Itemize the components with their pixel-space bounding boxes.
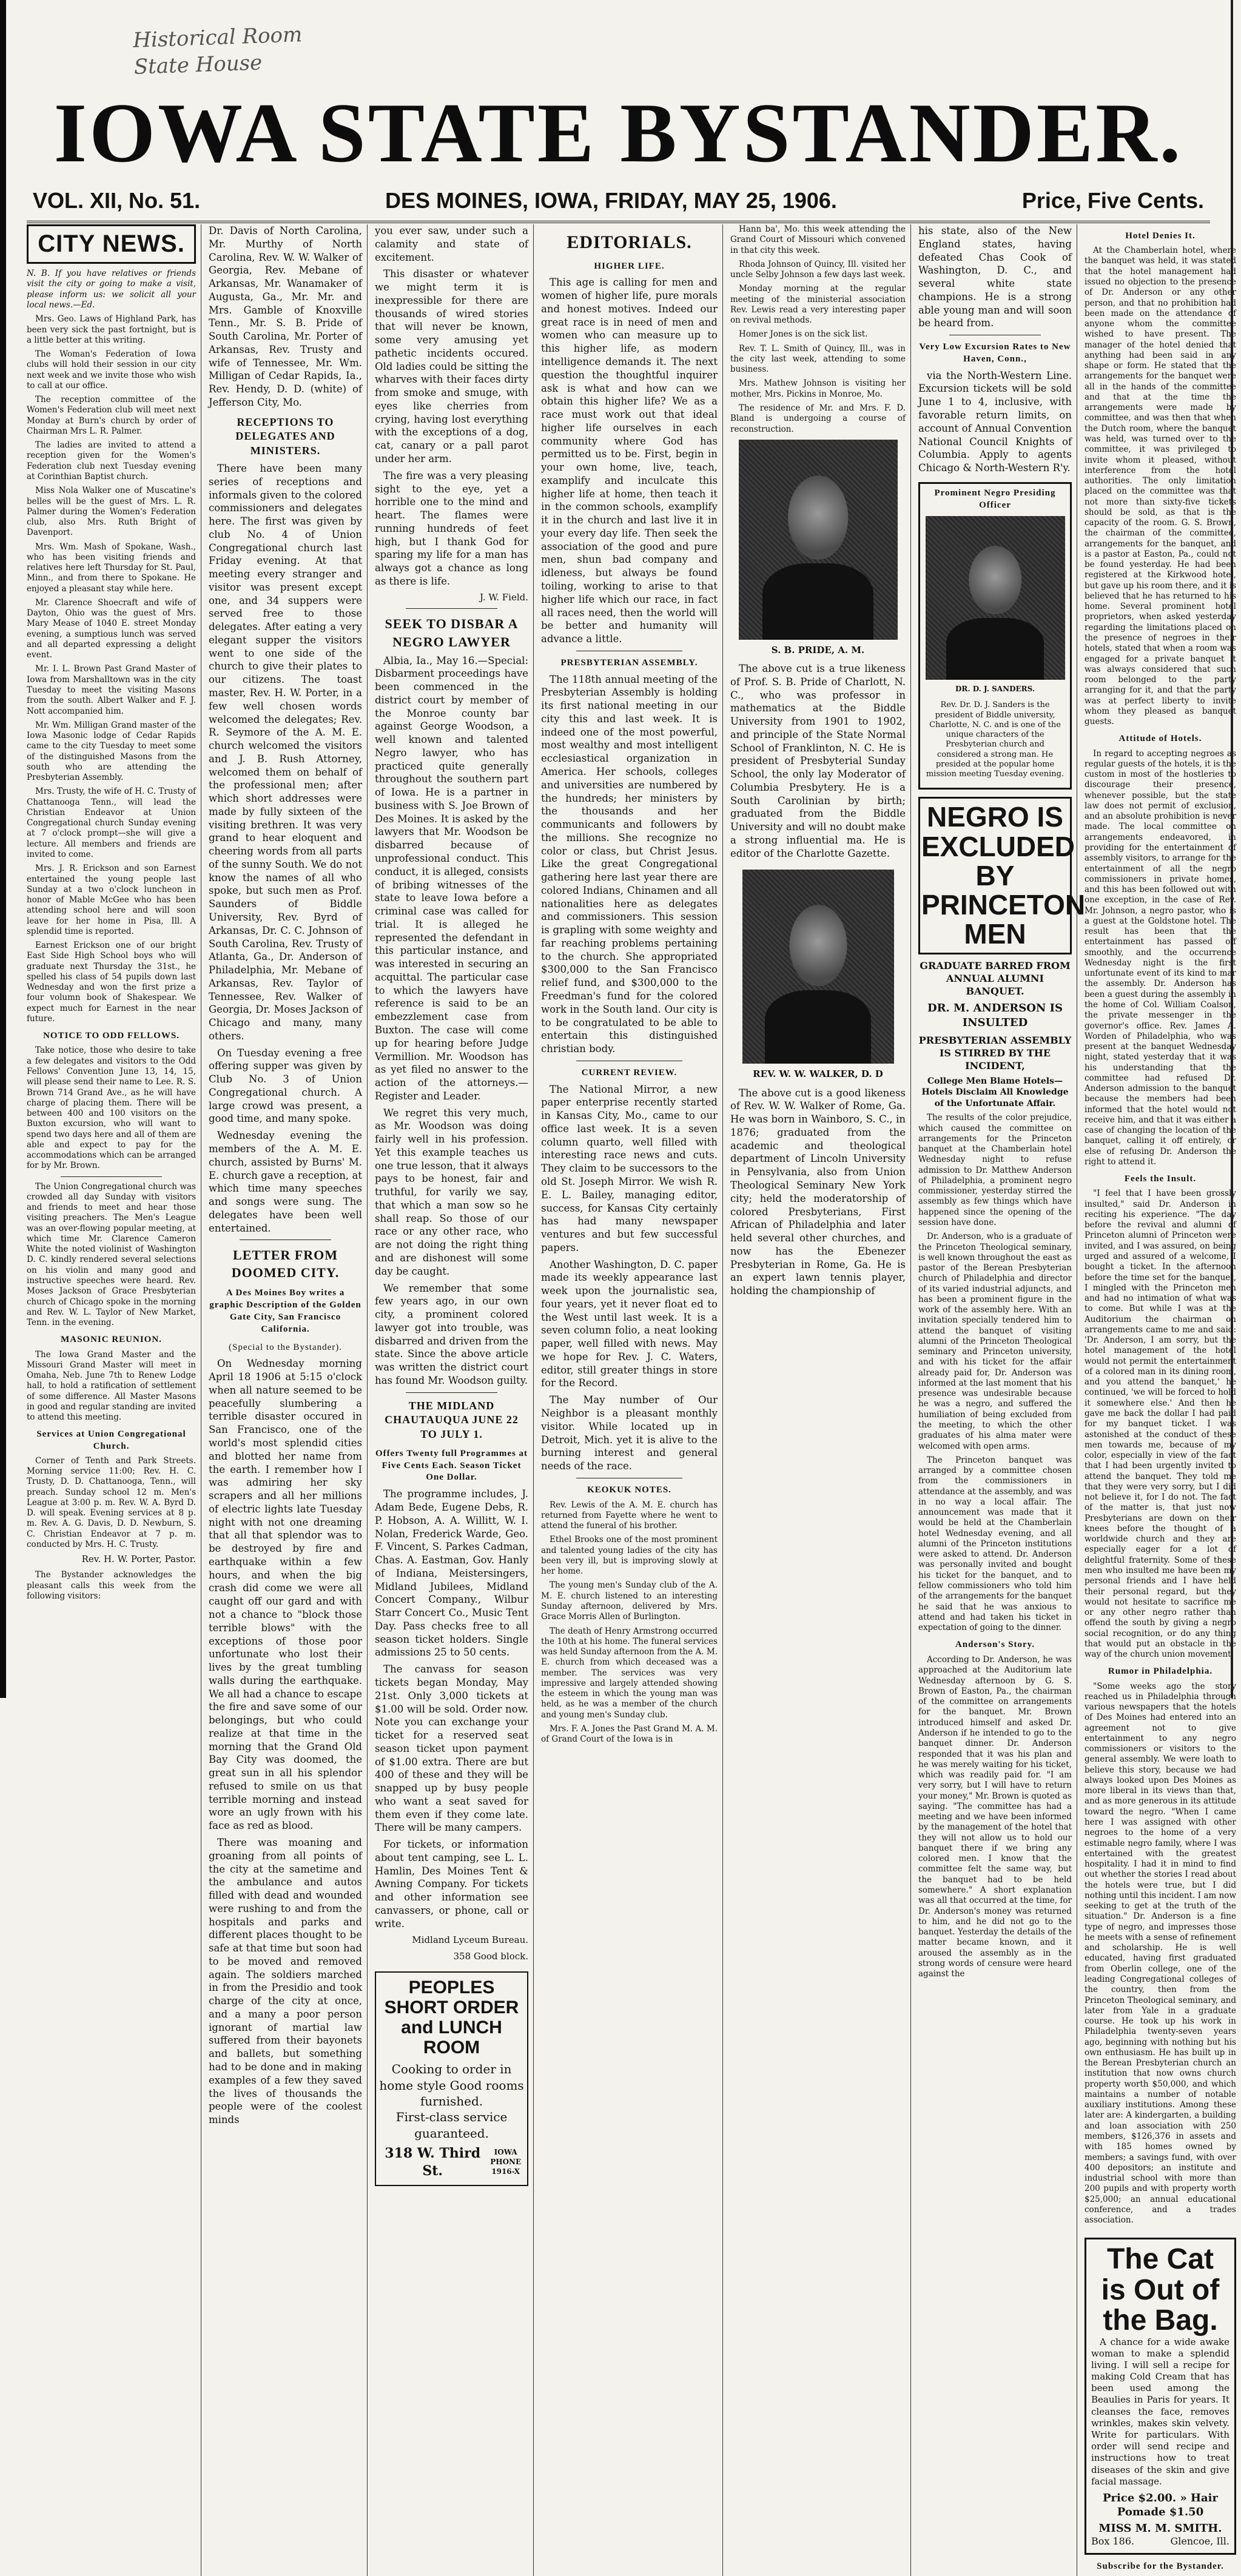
reception-heading: RECEPTIONS TO DELEGATES AND MINISTERS.	[235, 415, 335, 457]
services-text: Corner of Tenth and Park Streets. Morning service 11:00; Rev. H. C. Trusty, D. D. Chattanooga, Tenn., will preach. Sunday school 12 m. Men's League at 3:00 p. m. Rev. W. A. Byrd D. D. will speak. Evening services at 8 p. m. Rev. A. G. Davis, D. D. Newburn, S. C. Christian Endeavor at 7 p. m. conducted by Mrs. H. C. Trusty.	[27, 1455, 196, 1549]
reception-paragraph: There have been many series of receptions and informals given to the colored commissioners and delegates here. The first was given by club No. 4 of Union Congregational church last Friday evening. At that meeting every stranger and visitor was present except one, and 34 suppers were served free to those delegates. After eating a very elegant supper the visitors went to one side of the church to give their plates to our citizens. The toast master, Rev. H. W. Porter, in a few well chosen words welcomed the delegates; Rev. R. Seymore of the A. M. E. church welcomed the visitors and J. B. Rush Attorney, welcomed them on behalf of the professional men; after which short addresses were made by fully sixteen of the visiting brethren. It was very grand to hear eloquent and cheering words from all parts of the sunny South. We do not know the names of all who spoke, but such men as Prof. Saunders of Biddle University, Rev. Byrd of Arkansas, Dr. C. C. Johnson of South Carolina, Rev. Trusty of Atlanta, Ga., Dr. Anderson of Philadelphia, Mr. Mebane of Arkansas, Rev. Taylor of Tennessee, Rev. Walker of Georgia, Dr. Moses Jackson of Chicago and many, many others.	[209, 462, 362, 1042]
column-4	[541, 224, 723, 2576]
ad-text-1: Cooking to order in home style Good rooms furnished.	[379, 2062, 524, 2108]
letter-body	[209, 1357, 362, 2126]
divider	[406, 1392, 498, 1393]
masonic-heading: MASONIC REUNION.	[61, 1335, 162, 1345]
portrait-sanders-image	[926, 516, 1065, 680]
current-review-paragraph: Another Washington, D. C. paper made its weekly appearance last week upon the journalistic sea, four years, yet it never float ed to the West until last week. It is a seven column folio, a neat looking paper, well filled with news. May we hope for Rev. J. C. Waters, editor, still greater things in store for the Record.	[541, 1258, 718, 1389]
keokuk-paragraph: Ethel Brooks one of the most prominent and talented young ladies of the city has been very ill, but is improving slowly at her home.	[541, 1535, 718, 1577]
city-news-item: Earnest Erickson one of our bright East Side High School boys who will graduate next Thursday the 31st., he spelled his class of 54 pupils down last Wednesday and won the first prize a four volumn book of Shakespear. We expect much for Earnest in the near future.	[27, 941, 196, 1024]
portrait-pride-image	[739, 440, 898, 640]
city-news-item: Mr. I. L. Brown Past Grand Master of Iowa from Marshalltown was in the city Tuesday to meet the visiting Masons from the south. Albert Walker and F. J. Nott accompanied him.	[27, 664, 196, 716]
chautauqua-paragraph: For tickets, or information about tent camping, see L. L. Hamlin, Des Moines Tent & Awning Company. For tickets and other information see canvassers, or phone, call or write.	[375, 1839, 528, 1930]
chautauqua-body	[375, 1488, 528, 1930]
chautauqua-heading: THE MIDLAND CHAUTAUQUA JUNE 22 TO JULY 1.	[385, 1399, 519, 1441]
letter-continued: you ever saw, under such a calamity and state of excitement.	[375, 225, 528, 263]
city-news-items	[27, 314, 196, 1024]
ad-title-1: PEOPLES SHORT ORDER	[384, 1977, 519, 2018]
princeton-paragraph: Dr. Anderson, who is a graduate of the Princeton Theological seminary, is well known throughout the east as pastor of the Berean Presbyterian church of Philadelphia and director of its varied industrial adjuncts, and has been a prominent figure in the work of the assembly here. With an invitation specially tendered him to attend the banquet of visiting alumni of the Princeton Theological seminary and Princeton university, and with his ticket for the affair already paid for, Dr. Anderson was informed at the last moment that his presence was undesirable because he was a negro, and suffered the humiliation of being excluded from the meeting, to which the other graduates of his alma mater were welcomed with open arms.	[918, 1232, 1072, 1451]
hotel-denies-text: At the Chamberlain hotel, where the banquet was held, it was stated that the hotel management had issued no objection to the presence of Dr. Anderson or any other person, and that no prohibition had been made on the attendance of anyone whom the committee wished to have present. The manager of the hotel denied that anything had been said in any shape or form. He stated that the arrangements for the banquet were all in the hands of the committee and that at the time the arrangements were made by committee, and was then that when the Dutch room, where the banquet was held, was turned over to the committee, it was privileged to invite whom it pleased, without interference from the hotel authorities. The only limitation placed on the committee was that not more than sixty-five tickets should be sold, as that is the capacity of the room. G. S. Brown, the chairman of the committee, arrangements for the banquet, and is a pastor at Easton, Pa., could not be found yesterday. He had been registered at the Kirkwood hotel, but gave up his room there, and it is believed that he has returned to his home. Several prominent hotel proprietors, when asked yesterday regarding the limitations placed on the presence of negroes in their hotels, stated that when a room was engaged for a private banquet it was always considered that such room belonged to the party arranging for it, and that the party was at perfect liberty to invite whom they pleased as banquet guests.	[1085, 246, 1236, 727]
column-7	[1085, 224, 1241, 2576]
chautauqua-signature: Midland Lyceum Bureau.	[412, 1934, 528, 1945]
portrait-coat	[762, 563, 873, 639]
sanders-note: Rev. Dr. D. J. Sanders is the president of Biddle university, Charlotte, N. C. and is one of the unique characters of the Presbyterian church and considered a strong man. He presided at the popular home mission meeting Tuesday evening.	[926, 700, 1064, 779]
keokuk-paragraph: Mrs. F. A. Jones the Past Grand M. A. M. of Grand Court of the Iowa is in	[541, 1723, 718, 1745]
keokuk-paragraph: The residence of Mr. and Mrs. F. D. Bland is undergoing a course of reconstruction.	[730, 403, 906, 434]
column-5	[730, 224, 911, 2576]
lunch-room-ad	[375, 1971, 528, 2186]
volume-number: VOL. XII, No. 51.	[33, 188, 201, 213]
keokuk-paragraph: Homer Jones is on the sick list.	[739, 329, 868, 340]
higher-life-text: This age is calling for men and women of higher life, pure morals and honest motives. Indeed our great race is in need of men and women who can measure up to this higher life, as modern intelligence demands it. The next question the thoughtful inquirer ask is what and how can we obtain this higher life? We as a race must work out that ideal higher life ourselves in each community where God has permitted us to be. First, begin in your own home, live, teach, examplify and inculcate this higher life at home, then teach it in the common schools, examplify it in the church and last live it in your every day life. Then seek the association of the good and pure men, shun bad company and idleness, but always be found toiling, working to arise to that higher life which our race, in fact all races need, then the world will be better and humanity will advance a little.	[541, 277, 718, 645]
reception-paragraph: Wednesday evening the members of the A. M. E. church, assisted by Burns' M. E. church gave a reception, at which time many speeches and songs were sung. The delegates have been well entertained.	[209, 1130, 362, 1234]
princeton-headline: NEGRO IS EXCLUDED BY PRINCETON MEN	[918, 797, 1072, 954]
sanders-photo-box	[918, 482, 1072, 790]
letter-subheading: A Des Moines Boy writes a graphic Description of the Golden Gate City, San Francisco California.	[209, 1288, 362, 1334]
sanders-photo-label: Prominent Negro Presiding Officer	[934, 488, 1056, 510]
attitude-heading: Attitude of Hotels.	[1118, 734, 1202, 744]
excursion-text: via the North-Western Line. Excursion tickets will be sold June 1 to 4, inclusive, with favorable return limits, on account of Annual Convention National Council Knights of Columbia. Apply to agents Chicago & North-Western R'y.	[918, 369, 1072, 474]
presbyterian-heading: PRESBYTERIAN ASSEMBLY.	[560, 657, 698, 668]
keokuk-body	[541, 1500, 718, 1745]
walker-continued: his state, also of the New England states, having defeated Chas Cook of Washington, D. C., and several white state champions. He is a strong able young man and will soon be heard from.	[918, 225, 1072, 329]
oddfellows-heading: NOTICE TO ODD FELLOWS.	[43, 1031, 180, 1041]
letter-signature: J. W. Field.	[480, 591, 528, 603]
chautauqua-paragraph: The programme includes, J. Adam Bede, Eugene Debs, R. P. Hobson, A. A. Willitt, W. I. Nolan, Frederick Warde, Geo. F. Vincent, S. Parkes Cadman, Chas. A. Eastman, Gov. Hanly of Indiana, Meistersingers, Midland Jubilees, Midland Concert Company., Wilbur Starr Concert Co., Music Tent Day. Pass checks free to all season ticket holders. Single admissions 25 to 50 cents.	[375, 1488, 528, 1659]
keokuk-paragraph: The death of Henry Armstrong occurred the 10th at his home. The funeral services was held Sunday afternoon from the A. M. E. church from which deceased was a member. The services was very impressive and largely attended showing the esteem in which the young man was held, as he was a member of the church and young men's Sunday club.	[541, 1626, 718, 1720]
ad-address: 318 W. Third St.	[385, 2145, 481, 2179]
letter-continued-body	[375, 267, 528, 588]
pride-text: The above cut is a true likeness of Prof. S. B. Pride of Charlott, N. C., who was professor in mathematics at the Biddle University from 1901 to 1902, and principle of the State Normal School of Franklinton, N. C. He is president of Presbyterial Sunday School, the only lay Moderator of Columbia Presbytery. He is a South Carolinian by birth; graduated from the Biddle University and will no doubt make a strong influential ma. He is editor of the Charlotte Gazette.	[730, 662, 906, 859]
rumor-heading: Rumor in Philadelphia.	[1108, 1666, 1213, 1677]
city-news-heading: CITY NEWS.	[27, 224, 196, 264]
editorials-heading: EDITORIALS.	[567, 232, 692, 252]
princeton-paragraph: The Princeton banquet was arranged by a committee chosen from the commissioners in attendance at the assembly, and was in no way a local affair. The announcement was made that it would be held at the Chamberlain hotel Wednesday evening, and all alumni of the Princeton institutions were asked to attend. Dr. Anderson was personally invited and bought his ticket for the banquet, and to fellow commissioners who told him of the arrangements for the banquet he said that he was anxious to attend and had taken his ticket in expectation of going to the dinner.	[918, 1455, 1072, 1633]
reception-body	[209, 462, 362, 1235]
masthead: IOWA STATE BYSTANDER.	[53, 86, 1183, 180]
princeton-sub-1: GRADUATE BARRED FROM ANNUAL ALUMNI BANQUET.	[920, 959, 1071, 997]
city-news-item: The ladies are invited to attend a reception given for the Women's Federation club next Tuesday evening at Corinthian Baptist church.	[27, 440, 196, 481]
keokuk-paragraph: Hann ba', Mo. this week attending the Grand Court of Missouri which convened in that city this week.	[730, 224, 906, 255]
disbar-paragraph: We regret this very much, as Mr. Woodson was doing fairly well in his profession. Yet this example teaches us one true lesson, that it always pays to be honest, fair and truthful, for varily we say, that which a man sow so he shall reap. So those of our race or any other race, who are not doing the right thing and are dishonest will some day be caught.	[375, 1107, 528, 1277]
cat-ad-city: Glencoe, Ill.	[1170, 2535, 1229, 2547]
princeton-sub-2: DR. M. ANDERSON IS INSULTED	[927, 1002, 1063, 1029]
keokuk-paragraph: Rev. Lewis of the A. M. E. church has returned from Fayette where he went to attend the funeral of his brother.	[541, 1500, 718, 1531]
closing-text: The Bystander acknowledges the pleasant calls this week from the following visitors:	[27, 1570, 196, 1601]
princeton-sub-3: PRESBYTERIAN ASSEMBLY IS STIRRED BY THE INCIDENT,	[918, 1034, 1072, 1072]
excursion-heading: Very Low Excursion Rates to New Haven, Conn.,	[919, 342, 1071, 364]
reception-paragraph: On Tuesday evening a free offering supper was given by Club No. 3 of Union Congregational church. A large crowd was present, a good time, and many spoke.	[209, 1047, 362, 1125]
column-3	[375, 224, 534, 2576]
walker-block	[730, 865, 906, 1301]
letter-paragraph: On Wednesday morning April 18 1906 at 5:15 o'clock when all nature seemed to be peacefully slumbering a terrible disaster occured in San Francisco, one of the world's most splendid cities and blotted her name from the earth. I remember how I was admiring her sky scrapers and all her millions of electric lights late Tuesday night with not one dreaming that all that splendor was to be destroyed by fire and earthquake within a few hours, and when the big crash did come we were all caught off our gard and with not a chance to "block those terrible blows" with the exceptions of those poor unfortunate who lost their lives by the great tumbling walls during the earthquake. We all had a chance to escape the fire and save some of our belongings, but who could realize at that time in the morning that the Grand Old Bay City was doomed, the great sun in all his splendor refused to smile on us that terrible morning and instead wore an ugly frown with his face as red as blood.	[209, 1358, 362, 1832]
presbyterian-text: The 118th annual meeting of the Presbyterian Assembly is holding its first national meeting in our city this and last week. It is indeed one of the most powerful, most wealthy and most intelligent ecclesiastical organization in America. Her schools, colleges and universities are numbered by the hundreds; her ministers by the thousands and her communicants and followers by the millions. She recognize no color or class, but Christ Jesus. Like the great Congregational gathering here last year there are colored Indians, Chinamen and all nationalities here as delegates and commissioners. This session is grapling with some weighty and far reaching problems pertaining to the church. She appropriated $300,000 to the San Francisco relief fund, and $300,000 to the Freedman's fund for the colored work in the South land. Our city is to be congratulated to be able to entertain this distinguished christian body.	[541, 673, 718, 1055]
divider	[406, 608, 498, 609]
letter-paragraph: The fire was a very pleasing sight to the eye, yet a horrible one to the mind and heart. The flames were running hundreds of feet high, but I thank God for sparing my life for a man has always got a chance as long as there is life.	[375, 469, 528, 587]
lower-photo-row	[730, 865, 906, 1301]
chautauqua-subheading: Offers Twenty full Programmes at Five Cents Each. Season Ticket One Dollar.	[375, 1448, 528, 1483]
services-signature: Rev. H. W. Porter, Pastor.	[81, 1554, 196, 1565]
anderson-story-heading: Anderson's Story.	[955, 1640, 1035, 1650]
attitude-text: In regard to accepting negroes as regular guests of the hotels, it is the custom in most of the hostleries to discourage their presence, whenever possible, but the state law does not permit of exclusion, and an absolute prohibition is never made. The local committee on arrangements endeavored, in providing for the entertainment of assembly visitors, to arrange for the entertainment of all the negro commissioners in private homes, and this has been followed out with one exception, in the case of Rev. Mr. Johnson, a negro pastor, who is a guest at the Goldstone hotel. The result has been that the entertainment has passed off smoothly, and the occurrence Wednesday night is the first unfortunate event of its kind to mar the assembly. Dr. Anderson has been a guest during the assembly in the home of Col. William Coalson, the private messenger in the governor's office. Rev. James A. Worden of Philadelphia, who was present at the banquet Wednesday night, stated yesterday that it was his understanding that the committee had refused Dr. Anderson admission to the banquet because the members had been informed that the hotel would not receive him, and that it was either a case of changing the location of the banquet, calling it off entirely, or else of refusing Dr. Anderson the right to attend it.	[1085, 748, 1236, 1167]
keokuk-continued	[730, 224, 906, 435]
sanders-caption: DR. D. J. SANDERS.	[955, 685, 1035, 694]
portrait-face	[788, 475, 849, 560]
city-news-item: The reception committee of the Women's Federation club will meet next Monday at Burn's church by order of Chairman Mrs L. R. Palmer.	[27, 395, 196, 436]
column-2	[209, 224, 368, 2576]
cat-ad-title: The Cat is Out of the Bag.	[1101, 2243, 1220, 2337]
anderson-story-text: According to Dr. Anderson, he was approached at the Auditorium late Wednesday afternoon by G. S. Brown of Easton, Pa., the chairman of the committee on arrangements for the banquet. Mr. Brown introduced himself and asked Dr. Anderson if he intended to go to the banquet dinner. Dr. Anderson responded that it was his plan and he was merely waiting for his ticket, which was readily paid for. "I am very sorry, but I will have to return your money," Mr. Brown is quoted as saying. "The committee has had a meeting and we have been informed by the management of the hotel that they will not allow us to hold our banquet there if we bring any colored men. I know that the committee felt the same way, but the banquet had to be held somewhere." A short explanation was all that occurred at the time, for Dr. Anderson's money was returned to him, and he did not go to the banquet. Yesterday the details of the matter became known, and it aroused the assembly as in the strong words of censure were heard against the	[918, 1655, 1072, 1979]
princeton-sub-4: College Men Blame Hotels—Hotels Disclaim All Knowledge of the Unfortunate Affair.	[921, 1076, 1069, 1109]
ad-phone: IOWA PHONE 1916-X	[490, 2148, 522, 2176]
portrait-walker-image	[742, 870, 894, 1064]
keokuk-paragraph: Rhoda Johnson of Quincy, Ill. visited her uncle Selby Johnson a few days last week.	[730, 259, 906, 280]
visitors-list: Dr. Davis of North Carolina, Mr. Murthy of North Carolina, Rev. W. W. Walker of Georgia, Rev. Mebane of Arkansas, Mr. Wanamaker of Augusta, Ga., Mr. Mr. and Mrs. Gamble of Knoxville Tenn., Mr. S. B. Pride of South Carolina, Mr. Porter of Arkansas, Rev. Trusty and wife of Tennessee, Mr. Wm. Milligan of Cedar Rapids, Ia., Rev. Hendy, D. D. (white) of Jefferson City, Mo.	[209, 225, 362, 408]
cat-ad-box: Box 186.	[1091, 2535, 1135, 2547]
insult-text: "I feel that I have been grossly insulted," said Dr. Anderson in reciting his experience. "The day before the revival and alumni of Princeton alumni of Princeton were invited, and I was assured, on being urged and assured of a welcome, I bought a ticket. In the afternoon before the time set for the banquet, I mingled with the Princeton men and had no intimation of what was to come. But while I was at the Auditorium the chairman on arrangements came to me and said: 'Dr. Anderson, I am sorry, but the hotel management of the hotel would not permit the entertainment of a colored man in its dining room, and you attend the banquet,' he continued, 'we will be forced to hold it somewhere else.' And then he gave me back the dollar I had paid for my banquet ticket. I was astonished at the conduct of these men towards me, because of my color, especially in view of the fact that I had been urgently invited to attend the banquet. They told me that they were very sorry, but I did not believe it, for I do not. The fact of the matter is, that just now Presbyterians are down on their knees before the thought of a worldwide church and they are especially eager for a lot of delightful fraternity. Some of these men who insulted me have been my personal friends and I have held their personal regard, but they would not hesitate to sacrifice me or any other negro rather than offend the south by giving a negro social recognition, or do any thing that would put an obstacle in the way of the church union movement.	[1085, 1189, 1236, 1660]
higher-life-heading: HIGHER LIFE.	[594, 261, 665, 271]
services-heading: Services at Union Congregational Church.	[36, 1429, 186, 1451]
cat-ad-price: Price $2.00. » Hair Pomade $1.50	[1103, 2491, 1218, 2518]
current-review-heading: CURRENT REVIEW.	[581, 1067, 678, 1078]
columns	[27, 224, 1236, 2571]
price: Price, Five Cents.	[1021, 188, 1204, 213]
cat-ad-body: A chance for a wide awake woman to make a splendid living. I will sell a recipe for making Cold Cream that has been used among the Beaulies in Paris for years. It cleanses the face, removes wrinkles, makes skin velvety. Write for particulars. With order will send recipe and instructions how to treat diseases of the skin and give facial massage.	[1091, 2336, 1229, 2487]
column-6	[918, 224, 1086, 2576]
city-news-item: Mrs. J. R. Erickson and son Earnest entertained the young people last Sunday at a two o'clock luncheon in honor of Mable McGee who has been attending school here and will soon leave for her home in Pisa, Ill. A splendid time is reported.	[27, 864, 196, 936]
disbar-heading: SEEK TO DISBAR A NEGRO LAWYER	[385, 616, 519, 649]
insult-heading: Feels the Insult.	[1124, 1174, 1197, 1184]
disbar-paragraph: We remember that some few years ago, in our own city, a prominent colored lawyer got into trouble, was disbarred and driven from the state. Since the above article was written the district court has found Mr. Woodson guilty.	[375, 1282, 528, 1386]
subscribe-line: Subscribe for the Bystander.	[1097, 2561, 1224, 2571]
disbar-body	[375, 654, 528, 1387]
keokuk-paragraph: Mrs. Mathew Johnson is visiting her mother, Mrs. Pickins in Monroe, Mo.	[730, 378, 906, 399]
portrait-coat	[946, 618, 1044, 680]
keokuk-paragraph: Rev. T. L. Smith of Quincy, Ill., was in the city last week, attending to some business.	[730, 343, 906, 375]
ad-title-2: and LUNCH ROOM	[401, 2018, 502, 2058]
masonic-text: The Iowa Grand Master and the Missouri Grand Master will meet in Omaha, Neb. June 7th to Renew Lodge hall, to hold a ratification of settlement of some difference. All Master Masons in good and regular standing are invited to attend this meeting.	[27, 1349, 196, 1423]
ad-text-2: First-class service guaranteed.	[395, 2110, 508, 2141]
hotel-denies-heading: Hotel Denies It.	[1125, 231, 1196, 241]
walker-caption: REV. W. W. WALKER, D. D	[753, 1068, 883, 1080]
place-date: DES MOINES, IOWA, FRIDAY, MAY 25, 1906.	[385, 188, 837, 213]
chautauqua-address: 358 Good block.	[453, 1951, 528, 1962]
city-news-item: Mr. Wm. Milligan Grand master of the Iowa Masonic lodge of Cedar Rapids came to the city Tuesday to meet some of the distinguished Masons from the south who are attending the Presbyterian Assembly.	[27, 720, 196, 783]
portrait-coat	[765, 990, 871, 1064]
letter-paragraph: This disaster or whatever we might term it is inexpressible for there are thousands of wired stories that will never be known, some very amusing yet pathetic incidents occured. Old ladies could be sitting the wharves with their faces dirty from smoke and smuge, with eyes like cherries from crying, having lost everything with the exceptions of a dog, cat, canary or a pall parot under her arm.	[375, 268, 528, 465]
city-news-item: The Woman's Federation of Iowa clubs will hold their session in our city next week and we invite those who wish to call at our office.	[27, 349, 196, 391]
current-review-body	[541, 1083, 718, 1473]
portrait-face	[969, 546, 1021, 614]
walker-text: The above cut is a good likeness of Rev. W. W. Walker of Rome, Ga. He was born in Wainboro, S. C., in 1876; graduated from the academic and theological department of Lincoln University in Pensylvania, also from Union Theological Seminary New York city; held the moderatorship of colored Presbyterians, First African of Philadelphia and later held several other churches, and now has the Ebenezer Presbyterian in Rome, Ga. He is an expert lawn tennis player, holding the championship of	[730, 1087, 906, 1297]
princeton-body	[918, 1113, 1072, 1633]
editor-note: N. B. If you have relatives or friends visit the city or going to make a visit, please inform us: we solicit all your local news.—Ed.	[27, 269, 196, 310]
divider	[61, 1176, 162, 1177]
princeton-paragraph: The results of the color prejudice, which caused the committee on arrangements for the Princeton banquet at the Chamberlain hotel Wednesday night to refuse admission to Dr. Matthew Anderson of Philadelphia, a prominent negro commissioner, yesterday stirred the assembly as few things which have happened since the opening of the session have done.	[918, 1113, 1072, 1227]
cat-ad-name: MISS M. M. SMITH.	[1098, 2522, 1222, 2535]
letter-special: (Special to the Bystander).	[229, 1342, 342, 1352]
divider	[240, 1239, 332, 1240]
keokuk-paragraph: Monday morning at the regular meeting of the ministerial association Rev. Lewis read a very interesting paper on revival methods.	[730, 284, 906, 326]
rumor-text: "Some weeks ago the story reached us in Philadelphia through various newspapers that the hotels of Des Moines had entered into an agreement not to give entertainment to any negro commissioners or visitors to the general assembly. We were loath to believe this story, because we had always looked upon Des Moines as more liberal in its views than that, and as more generous in its attitude toward the negro. "When I came here I was assigned with other negroes to the home of a very estimable negro family, where I was entertained with the greatest hospitality. I had it in mind to find out whether the stories I read about the hotels were true, but I did nothing until this incident. I am now seeking to get at the truth of the situation." Dr. Anderson is a fine type of negro, and impresses those he meets with a sense of refinement and scholarship. He is well educated, having first graduated from Oberlin college, one of the leading Congregational colleges of the country, then from the Princeton Theological seminary, and later from Yale in a graduate course. He took up his work in Philadelphia twenty-seven years ago, beginning with nothing but his own enthusiasm. He has built up in the Berean Presbyterian church an institution that now owns church property worth $50,000, and which maintains a number of notable auxiliary institutions. Among these later are: A kindergarten, a building and loan association with 250 members, $126,376 in assets and with 185 homes owned by members; a savings fund, with over 400 depositors; an institute and industrial school with more than 200 pupils and with property worth $25,000; an annual educational conference, and a trades association.	[1085, 1681, 1236, 2225]
portrait-face	[789, 905, 847, 986]
cat-ad	[1085, 2238, 1236, 2554]
city-news-item: Mrs. Geo. Laws of Highland Park, has been very sick the past fortnight, but is a little better at this writing.	[27, 314, 196, 345]
current-review-paragraph: The May number of Our Neighbor is a pleasant monthly visitor. While located up in Detroit, Mich. yet it is alive to the burning interest and general needs of the race.	[541, 1394, 718, 1472]
city-news-item: Mrs. Wm. Mash of Spokane, Wash., who has been visiting friends and relatives here left Thursday for St. Paul, Minn., and from there to Spokane. He enjoyed a pleasant stay while here.	[27, 542, 196, 594]
city-news-item: Mrs. Trusty, the wife of H. C. Trusty of Chattanooga Tenn., will lead the Christian Endeavor at Union Congregational church Sunday evening at 7 o'clock prompt—she will give a lecture. All members and friends are invited to come.	[27, 787, 196, 859]
masthead-rule	[27, 221, 1210, 223]
disbar-paragraph: Albia, Ia., May 16.—Special: Disbarment proceedings have been commenced in the district court by member of the Monroe county bar against George Woodson, a well known and talented Negro lawyer, who has practiced quite generally throughout the southern part of Iowa. He is a partner in business with S. Joe Brown of Des Moines. It is asked by the lawyers that Mr. Woodson be disbarred because of unprofessional conduct. This conduct, it is alleged, consists of bribing witnesses of the state to leave Iowa before a criminal case was called for trial. It is alleged he represented the defendant in this particular instance, and was interested in securing an acquittal. The particular case to which the lawyers have reference is said to be an embezzlement case from Buxton. The case will come up for hearing before Judge Vermillion. Mr. Woodson has as yet filed no answer to the action of the attorneys.—Register and Leader.	[375, 654, 528, 1102]
column-1	[27, 224, 201, 2576]
union-church-text: The Union Congregational church was crowded all day Sunday with visitors and friends to meet and hear those visiting preachers. The Men's League was an over-flowing popular meeting, at which time Mr. Clarence Cameron White the noted violinist of Washington D. C. kindly rendered several selections on his violin and many good and instructive speeches were heard. Rev. Moses Jackson of Grace Presbyterian church of Chicago spoke in the morning and Rev. W. L. Taylor of New Market, Tenn. in the evening.	[27, 1181, 196, 1328]
keokuk-paragraph: The young men's Sunday club of the A. M. E. church listened to an interesting Sunday afternoon, delivered by Mrs. Grace Morris Allen of Burlington.	[541, 1580, 718, 1622]
keokuk-heading: KEOKUK NOTES.	[587, 1484, 671, 1495]
letter-paragraph: There was moaning and groaning from all points of the city at the sametime and the ambulance and autos filled with dead and wounded were rushing to and from the hospitals and parks and different places thought to be safe at that time but soon had to be moved and removed again. The soldiers marched in from the Presidio and took charge of the city at once, and a many a poor person ignorant of martial law suffered from their bayonets and ballets, but something had to be done and in making examples of a few they saved the lives of thousands the people were of the coolest minds	[209, 1836, 362, 2126]
oddfellows-text: Take notice, those who desire to take a few delegates and visitors to the Odd Fellows' Convention June 13, 14, 15, will please send their name to Lee. R. S. Brown 714 Grand Ave., as he will have charge of placing them. There will be between 400 and 100 visitors on the Buxton excursion, who will want to spend two days here and all of them are able and expect to pay for the accommodations which can be arranged for by Mr. Brown.	[27, 1045, 196, 1171]
handwritten-note: Historical Room State House	[132, 22, 303, 80]
dateline	[33, 188, 1204, 218]
chautauqua-paragraph: The canvass for season tickets began Monday, May 21st. Only 3,000 tickets at $1.00 will be sold. Order now. Note you can exchange your ticket for a reserved seat season ticket upon payment of $1.00 extra. There are but 400 of these and they will be snapped up by busy people who want a seat saved for them even if they come late. There will be many campers.	[375, 1663, 528, 1834]
current-review-paragraph: The National Mirror, a new paper enterprise recently started in Kansas City, Mo., came to our office last week. It is a seven column quarto, well filled with interesting race news and cuts. They claim to be successors to the old St. Joseph Mirror. We wish R. E. L. Bailey, managing editor, success, for Kansas City certainly has had many newspaper ventures and but few successful papers.	[541, 1083, 718, 1253]
letter-heading: LETTER FROM DOOMED CITY.	[231, 1247, 340, 1281]
city-news-item: Mr. Clarence Shoecraft and wife of Dayton, Ohio was the guest of Mrs. Mary Mease of 1040 E. street Monday evening, a sumptious lunch was served and all departed expressing a delight event.	[27, 597, 196, 660]
pride-caption: S. B. PRIDE, A. M.	[771, 644, 865, 656]
city-news-item: Miss Nola Walker one of Muscatine's belles will be the guest of Mrs. L. R. Palmer during the Women's Federation club, also Mrs. Ruth Bright of Davenport.	[27, 486, 196, 538]
